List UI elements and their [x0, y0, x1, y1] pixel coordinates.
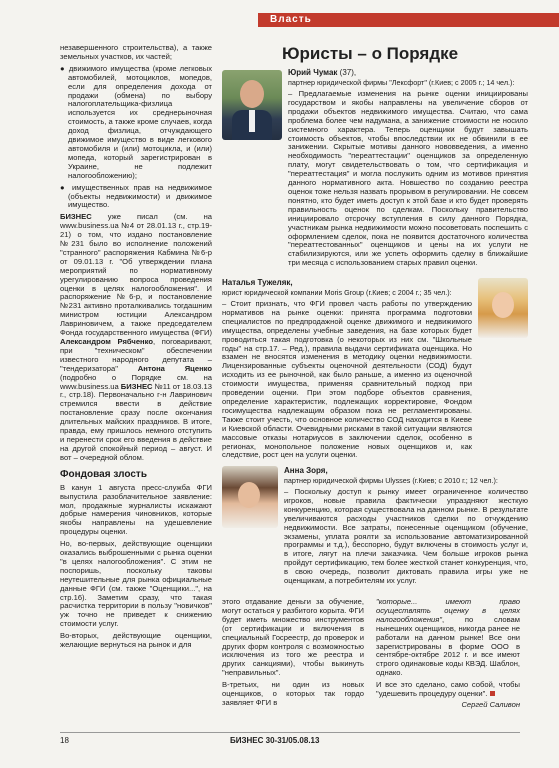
portrait-photo	[222, 466, 278, 528]
person-name: Наталья Тужеляк,	[222, 278, 293, 287]
section-ribbon	[258, 13, 559, 27]
article-title: Юристы – о Порядке	[282, 44, 459, 63]
person-title: партнер юридической фирмы "Лексфорт" (г.Киев; с 2005 г.; 14 чел.):	[288, 78, 515, 87]
person-name: Анна Зоря,	[284, 466, 328, 475]
page-footer	[60, 732, 520, 745]
bullet-1: ● движимого имущества (кроме легковых автомобилей, мотоциклов, мопедов, если для определения дохода от продажи (обмена) по выбору налогоплательщика-физлица используется их среднерыночная стоимость, а также кроме случаев, когда доход физлица, отчуждающего движимое имущество в виде легкового автомобиля и (или) мотоцикла, и (или) мопеда, который зарегистрирован в Украине, не подлежит налогообложению);	[60, 63, 212, 180]
left-column	[60, 44, 212, 653]
left-para-2: В канун 1 августа пресс-служба ФГИ выпустила разоблачительное заявление: мол, продажные журналисты искажают добрые намерения чиновников, которые якобы направлены на удешевление процедуры оценки.	[60, 482, 212, 537]
portrait-photo	[222, 70, 282, 140]
left-para-3: Но, во-первых, действующие оценщики оказались выброшенными с рынка оценки "в целях налогообложения". С этим не поспоришь, поскольку таковы неутешительные для рынка официальные данные ФГИ (см. также "Оценщики...", на стр.16). Заметим сразу, что такая расчистка территории в пользу "новичков" уж точно не приведет к снижению стоимости услуг.	[60, 539, 212, 629]
quote-text: – Поскольку доступ к рынку имеет ограниченное количество игроков, новые правила фактически упраздняют жесткую конкуренцию, которая существовала на данном рынке. В результате увеличиваются расходы участников сделки по отчуждению недвижимости. Все затраты, понесенные оценщиком (обучение, экзамены, уплата роялти за использование автоматизированной программы и т.д.), бесспорно, будут включены в стоимость услуг и, в итоге, лягут на плечи заказчика. Чем больше игроков рынка пройдут сертификацию, тем более жесткой станет конкуренция, что, в свою очередь, позволит диктовать правила игры уже не оценщикам, а потребителям их услуг.	[284, 487, 528, 586]
subheading: Фондовая злость	[60, 468, 147, 480]
bottom-column-1: этого отдавание деньги за обучение, могут остаться у разбитого корыта. ФГИ будет иметь множество инструментов (от сертификации и включения в специальный Госреестр, до проверок и других форм контроля с возможностью исключения из того же реестра и других санкциями), чтобы выкинуть "неправильных". В-третьих, ни один из новых оценщиков, о которых так гордо заявляет ФГИ в	[222, 597, 364, 707]
left-intro: незавершенного строительства), а также земельных участков, их частей;	[60, 43, 212, 61]
right-column	[222, 44, 528, 596]
portrait-photo	[478, 278, 528, 338]
section-label: Власть	[270, 14, 312, 25]
quote-zorya	[222, 466, 528, 596]
quote-text: – Стоит признать, что ФГИ провел часть работы по утверждению нормативов на рынке оценки: принята программа подготовки специалистов по предпродажной оценке движимого и недвижимого имущества, определены учебные заведения, на базе которых будет проводиться такая подготовка (о некоторых из них см. "Школьные годы" на стр.17. – Ред.), правила выдачи сертификата оценщика. Но взамен не вносятся изменения в методику оценки недвижимости. Лицензированные субъекты оценочной деятельности (СОД) будут исходить из ее рыночной, как было раньше, а именно из оценочной стоимости имущества, применяя сравнительный подход при проведении оценки. При этом подборе объектов сравнения, определение характеристик, подлежащих корректировке, Фондом госимущества надлежащим образом пока не регламентированы. Также стоит учесть, что основное количество СОД находится в Киеве и Киевской области. Очевидными рисками в такой ситуации являются массовые отказы нотариусов в заключении сделок, особенно в регионах, монопольное положение новых оценщиков и, как следствие, рост цен на услуги оценки.	[222, 299, 472, 460]
end-mark	[490, 691, 495, 696]
page-number: 18	[60, 736, 69, 745]
quote-text: – Предлагаемые изменения на рынке оценки инициированы государством и якобы направлены на увеличение сборов от продажи объектов недвижимого имущества. Считаю, что сама проблема более чем надумана, а занижение стоимости не носило системного характера. Теперь оценщики будут завышать стоимость объектов, чтобы впоследствии их не обвинили в ее занижении. Скрытые мотивы данного нововведения, а именно необходимость "переаттестации" оценщиков за определенную плату, могут свидетельствовать о том, что сертификация и "переаттестация" и могла послужить одним из мотивов принятия данного нормативного акта. Новшество по созданию реестра оценок тоже нельзя назвать прорывом в регулировании. Не совсем понятно, кто будет иметь доступ к этой базе и кто будет проверять правильность оценок по сделкам. Поскольку правительство инициировало отсрочку вступления в силу данного Порядка, участникам рынка недвижимости можно посоветовать поспешить с оформлением сделок, пока не появится достаточного количества "переаттестованных" оценщиков и цены на их услуги не стабилизируются, или же успеть оформить сделку в ближайшие три месяца с использованием старых правил оценки.	[288, 89, 528, 268]
person-title: юрист юридической компании Moris Group (г.Киев; с 2004 г.; 35 чел.):	[222, 288, 452, 297]
quote-tuzhelyak	[222, 278, 528, 464]
bullet-2: ● имущественных прав на недвижимое (объекты недвижимости) и движимое имущество.	[60, 182, 213, 210]
person-name: Юрий Чумак	[288, 68, 338, 77]
bottom-column-2: "которые... имеют право осуществлять оценку в целях налогообложения", по словам нынешних оценщиков, никогда ранее не работали на данном рынке! Все они зарегистрированы в форме ООО в сентябре-октябре 2012 г. и все имеют строго одинаковые коды КВЭД. Шаблон, однако. И все это сделано, само собой, чтобы "удешевить процедуру оценки". Сергей Саливон	[376, 597, 520, 709]
left-para-1: БИЗНЕС уже писал (см. на www.business.ua №4 от 28.01.13 г., стр.19-21) о том, что издано постановление №231 было во исполнение положений "странного" распоряжения Кабмина №6-р от 09.01.13 г. "Об утверждении плана мероприятий по нормативному урегулированию вопроса проведения оценки в целях налогообложения". И распоряжение №6-р, и постановление №231 активно проталкивались тогдашним министром юстиции Александром Лавриновичем, а также председателем Фонда государственного имущества (ФГИ) Александром Рябченко, поговаривают, при "техническом" обеспечении известного народного депутата – "тендеризатора" Антона Яценко (подробно о Порядке см. на www.business.ua БИЗНЕС №11 от 18.03.13 г., стр.18). Первоначально г-н Лавринович стремился ввести в действие постановление сразу после окончания длительных майских праздников. В итоге, правда, ему пришлось немного отступить и перенести срок его введения в действие на другой спокойный период – август. И вот – очередной облом.	[60, 212, 213, 462]
author-signature: Сергей Саливон	[461, 699, 520, 709]
left-para-4: Во-вторых, действующие оценщики, желающие вернуться на рынок и для	[60, 631, 212, 650]
publication-info: БИЗНЕС 30-31/05.08.13	[230, 736, 320, 745]
quote-chumak: Юрий Чумак (37), партнер юридической фирмы "Лексфорт" (г.Киев; с 2005 г.; 14 чел.): – Предлагаемые изменения на рынке оценки инициированы государством и якобы направлены на увеличение сборов от продажи объектов недвижимого имущества. Считаю, что сама проблема более чем надумана, а занижение стоимости не носило системного характера. Теперь оценщики будут завышать стоимость объектов, чтобы впоследствии их не обвинили в ее занижении. Скрытые мотивы данного нововведения, а именно необходимость "переаттестации" оценщиков за определенную плату, могут свидетельствовать о том, что сертификация и "переаттестация" и могла послужить одним из мотивов принятия данного нормативного акта. Новшество по созданию реестра оценок тоже нельзя назвать прорывом в регулировании. Не совсем понятно, кто будет иметь доступ к этой базе и кто будет проверять правильность оценок по сделкам. Поскольку правительство инициировало отсрочку вступления в силу данного Порядка, участникам рынка недвижимости можно посоветовать поспешить с оформлением сделок, пока не появится достаточного количества "переаттестованных" оценщиков и цены на их услуги не стабилизируются, или же успеть оформить сделку в ближайшие три месяца с использованием старых правил оценки.	[222, 68, 528, 274]
person-title: партнер юридической фирмы Ulysses (г.Киев; с 2010 г.; 12 чел.):	[284, 476, 498, 485]
